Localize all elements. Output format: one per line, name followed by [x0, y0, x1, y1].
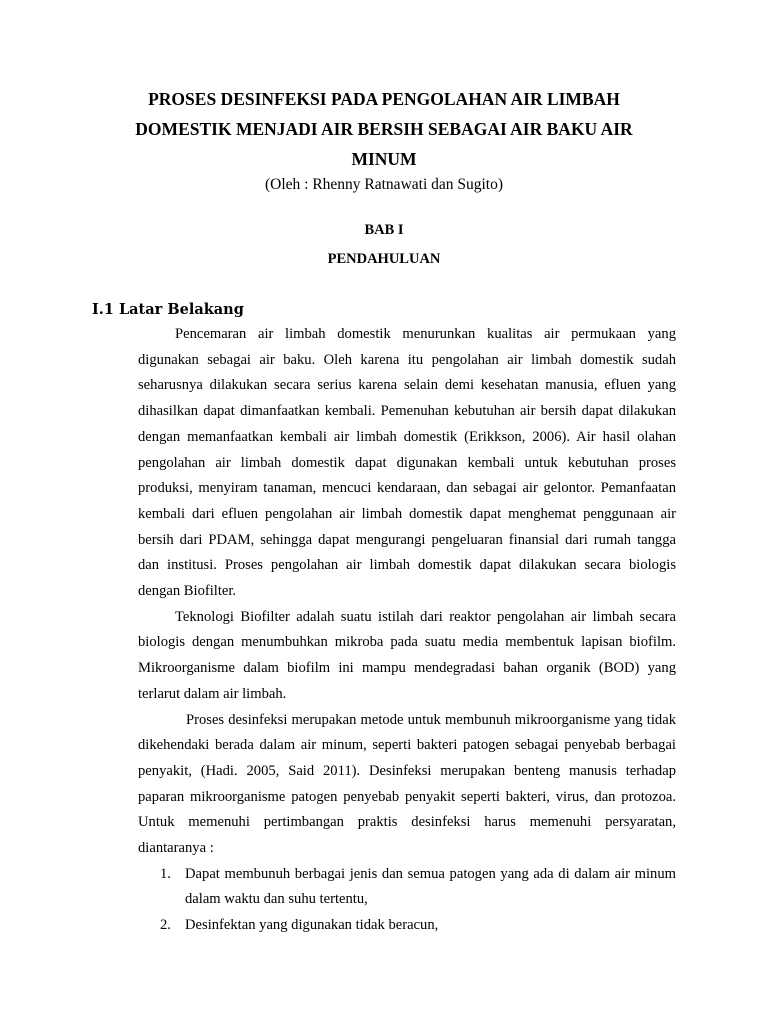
- document-title: PROSES DESINFEKSI PADA PENGOLAHAN AIR LIMBAH DOMESTIK MENJADI AIR BERSIH SEBAGAI AIR BAKU AIR MINUM: [135, 89, 633, 169]
- paragraph-1: Pencemaran air limbah domestik menurunkan kualitas air permukaan yang digunakan sebagai air baku. Oleh karena itu pengolahan air limbah domestik sudah seharusnya dilakukan secara serius karena selain demi kesehatan manusia, efluen yang dihasilkan dapat dimanfaatkan kembali. Pemenuhan kebutuhan air bersih dapat dilakukan dengan memanfaatkan kembali air limbah domestik (Erikkson, 2006). Air hasil olahan pengolahan air limbah domestik dapat digunakan kembali untuk kebutuhan proses produksi, menyiram tanaman, mencuci kendaraan, dan sebagai air gelontor. Pemanfaatan kembali dari efluen pengolahan air limbah domestik dapat menghemat penggunaan air bersih dari PDAM, sehingga dapat mengurangi pengeluaran finansial dari rumah tangga dan institusi. Proses pengolahan air limbah domestik dapat dilakukan secara biologis dengan Biofilter.: [138, 326, 676, 600]
- chapter-number: BAB I: [364, 222, 404, 238]
- section-heading: I.1 Latar Belakang: [92, 301, 244, 318]
- paragraph-2: Teknologi Biofilter adalah suatu istilah dari reaktor pengolahan air limbah secara biologis dengan menumbuhkan mikroba pada suatu media membentuk lapisan biofilm. Mikroorganisme dalam biofilm ini mampu mendegradasi bahan organik (BOD) yang terlarut dalam air limbah.: [138, 608, 676, 702]
- list-item: [138, 913, 676, 939]
- list-item-text: Dapat membunuh berbagai jenis dan semua patogen yang ada di dalam air minum dalam waktu dan suhu tertentu,: [185, 865, 676, 908]
- paragraph-3: Proses desinfeksi merupakan metode untuk membunuh mikroorganisme yang tidak dikehendaki berada dalam air minum, seperti bakteri patogen sebagai penyebab berbagai penyakit, (Hadi. 2005, Said 2011). Desinfeksi merupakan benteng manusis terhadap paparan mikroorganisme patogen penyebab penyakit seperti bakteri, virus, dan protozoa. Untuk memenuhi pertimbangan praktis desinfeksi harus memenuhi persyaratan, diantaranya :: [138, 711, 676, 857]
- chapter-title: PENDAHULUAN: [327, 251, 441, 267]
- document-author: (Oleh : Rhenny Ratnawati dan Sugito): [264, 176, 504, 193]
- list-item-number: 2.: [160, 917, 171, 934]
- document-body: [138, 322, 676, 939]
- list-item: [138, 862, 676, 913]
- requirements-list: [138, 862, 676, 939]
- list-item-text: Desinfektan yang digunakan tidak beracun,: [185, 917, 439, 934]
- list-item-number: 1.: [160, 865, 171, 882]
